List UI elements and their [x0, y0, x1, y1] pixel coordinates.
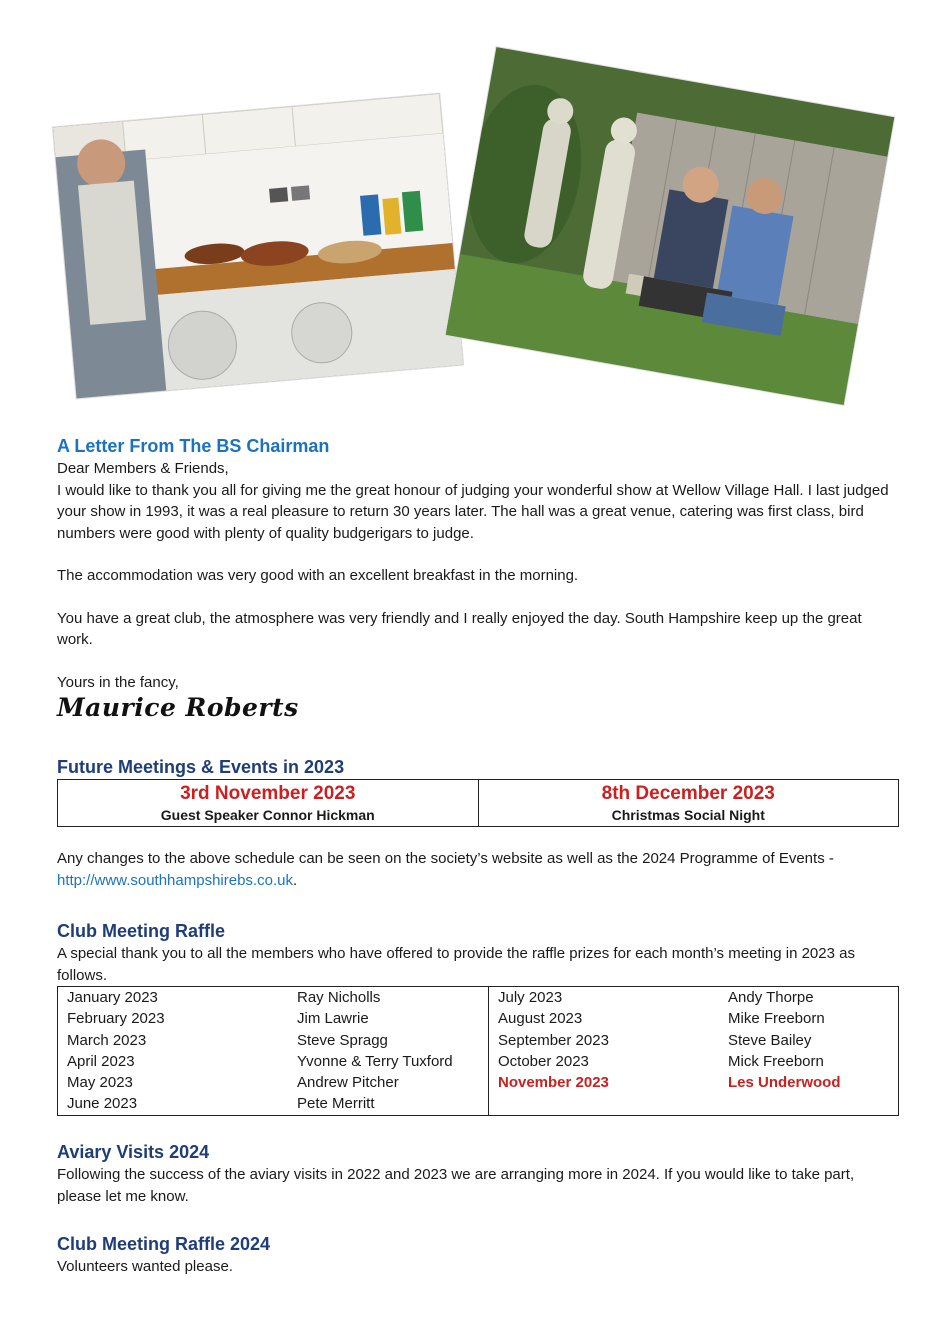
letter-closing: Yours in the fancy,: [57, 673, 179, 691]
events-section: [57, 755, 899, 891]
events-heading: Future Meetings & Events in 2023: [57, 757, 345, 777]
link-suffix: .: [292, 871, 298, 889]
table-row: [58, 987, 899, 1009]
raffle-month-highlight: November 2023: [498, 1074, 609, 1092]
letter-paragraph-3: You have a great club, the atmosphere was very friendly and I really enjoyed the day. South Hampshire keep up the great work.: [57, 609, 862, 648]
raffle-month: July 2023: [498, 989, 563, 1006]
aviary-text: Following the success of the aviary visits in 2022 and 2023 we are arranging more in 2024. If you would like to take part, please let me know.: [57, 1166, 855, 1205]
raffle-name: Steve Spragg: [288, 1030, 489, 1051]
event-description: Guest Speaker Connor Hickman: [160, 807, 375, 823]
raffle-month: October 2023: [498, 1052, 589, 1070]
raffle-name: Steve Bailey: [728, 1031, 812, 1049]
raffle-name: Andy Thorpe: [728, 989, 814, 1006]
raffle-name: Mike Freeborn: [728, 1010, 825, 1028]
events-table: [57, 779, 899, 827]
website-link[interactable]: http://www.southhampshirebs.co.uk: [57, 871, 293, 889]
raffle-name-highlight: Les Underwood: [728, 1074, 841, 1092]
letter-heading: A Letter From The BS Chairman: [57, 436, 330, 456]
raffle-2024-heading: Club Meeting Raffle 2024: [57, 1234, 271, 1254]
table-row: [58, 1051, 899, 1072]
raffle-name: Andrew Pitcher: [288, 1072, 489, 1093]
raffle-intro: A special thank you to all the members who have offered to provide the raffle prizes for each month’s meeting in 2023 as follows.: [57, 945, 855, 984]
kitchen-photo-illustration: [53, 94, 463, 399]
raffle-name: Mick Freeborn: [728, 1052, 824, 1070]
event-cell: [58, 780, 479, 827]
raffle-month: June 2023: [67, 1095, 138, 1113]
raffle-month: August 2023: [498, 1010, 583, 1028]
events-note: [57, 848, 899, 891]
table-row: [58, 1030, 899, 1051]
signature: Maurice Roberts: [57, 693, 299, 722]
event-description: Christmas Social Night: [611, 807, 765, 823]
letter-greeting: Dear Members & Friends,: [57, 460, 229, 477]
raffle-name: Jim Lawrie: [288, 1008, 489, 1029]
event-cell: [478, 780, 899, 827]
raffle-month: March 2023: [67, 1031, 147, 1049]
table-row: [58, 1008, 899, 1029]
raffle-name: Yvonne & Terry Tuxford: [288, 1051, 489, 1072]
raffle-section: [57, 919, 899, 1116]
raffle-month: January 2023: [67, 989, 158, 1006]
aviary-section: [57, 1140, 899, 1207]
raffle-month: February 2023: [67, 1010, 165, 1028]
event-date: 8th December 2023: [601, 783, 775, 804]
raffle-name: Pete Merritt: [288, 1093, 489, 1115]
raffle-2024-section: [57, 1232, 899, 1278]
table-row: [58, 1072, 899, 1093]
raffle-month: April 2023: [67, 1052, 135, 1070]
events-note-text: Any changes to the above schedule can be seen on the society’s website as well as the 2024 Programme of Events -: [57, 850, 834, 867]
garden-photo-illustration: [446, 47, 895, 405]
photo-garden-couple: [446, 47, 895, 405]
photo-kitchen-buffet: [53, 94, 463, 399]
letter-paragraph-2: The accommodation was very good with an excellent breakfast in the morning.: [57, 567, 579, 584]
table-row: [58, 1093, 899, 1115]
raffle-table: [57, 986, 899, 1116]
raffle-2024-text: Volunteers wanted please.: [57, 1258, 233, 1275]
raffle-name: Ray Nicholls: [288, 987, 489, 1009]
aviary-heading: Aviary Visits 2024: [57, 1142, 210, 1162]
raffle-month: September 2023: [498, 1031, 609, 1049]
letter-section: [57, 434, 899, 722]
event-date: 3rd November 2023: [180, 783, 356, 804]
raffle-month: May 2023: [67, 1074, 133, 1092]
raffle-heading: Club Meeting Raffle: [57, 921, 226, 941]
letter-paragraph-1: I would like to thank you all for giving me the great honour of judging your wonderful show at Wellow Village Hall. I last judged your show in 1993, it was a real pleasure to return 30 years later. The hall was a great venue, catering was first class, bird numbers were good with plenty of quality budgerigars to judge.: [57, 481, 889, 542]
